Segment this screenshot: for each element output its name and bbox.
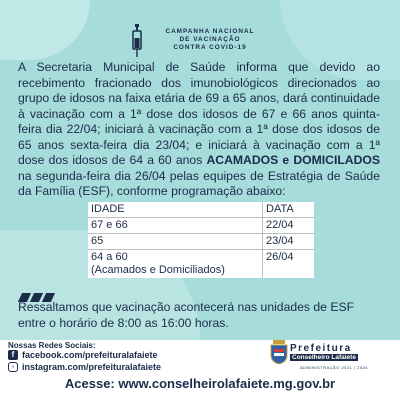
cell-idade-range: 64 a 60	[91, 251, 128, 263]
city-crest-icon	[270, 340, 288, 364]
announcement-highlight: ACAMADOS e DOMICILADOS	[206, 153, 380, 167]
facebook-icon: f	[8, 350, 18, 360]
instagram-link[interactable]	[8, 362, 161, 372]
logo-admin: ADMINISTRAÇÃO 2021 | 2024	[300, 365, 369, 370]
facebook-link[interactable]	[8, 350, 158, 360]
campaign-header	[150, 28, 270, 52]
campaign-header-line: CONTRA COVID-19	[173, 44, 247, 51]
schedule-table	[88, 202, 314, 278]
closing-paragraph: Ressaltamos que vacinação acontecerá nas unidades de ESF entre o horário de 8:00 as 16:00 horas.	[18, 300, 355, 330]
logo-title: Prefeitura	[290, 343, 352, 354]
cell-data: 22/04	[262, 218, 314, 233]
table-row	[88, 234, 314, 250]
logo-subtitle: Conselheiro Lafaiete	[292, 354, 356, 361]
campaign-header-line: DE VACINAÇÃO	[179, 36, 241, 43]
cell-data: 26/04	[262, 250, 314, 278]
website-link[interactable]: Acesse: www.conselheirolafaiete.mg.gov.br	[64, 376, 336, 391]
instagram-url: instagram.com/prefeituralafaiete	[22, 362, 162, 372]
announcement-text-end: na segunda-feira dia 26/04 pelas equipes de Estratégia de Saúde da Família (ESF), conforme programação abaixo:	[18, 168, 380, 198]
column-header-idade: IDADE	[91, 203, 125, 215]
campaign-header-line: CAMPANHA NACIONAL	[165, 28, 255, 35]
cell-idade: 65	[91, 235, 104, 247]
decorative-shape	[0, 0, 90, 60]
instagram-icon: ◦	[8, 362, 18, 372]
vaccine-syringe-icon	[130, 24, 144, 58]
table-row	[88, 250, 314, 278]
cell-data: 23/04	[262, 234, 314, 249]
table-header-row	[88, 202, 314, 218]
facebook-url: facebook.com/prefeituralafaiete	[22, 350, 158, 360]
social-title: Nossas Redes Sociais:	[8, 341, 96, 350]
table-row	[88, 218, 314, 234]
cell-idade: 67 e 66	[91, 219, 128, 231]
announcement-paragraph	[18, 60, 380, 200]
announcement-text: A Secretaria Municipal de Saúde informa que devido ao recebimento fracionado dos imunobiológicos direcionados ao grupo de idosos na faixa etária de 69 a 65 anos, dará continuidade à vacinação com a 1ª dose dos idosos de 67 e 66 anos quinta-feira dia 22/04; iniciará à vacinação com a 1ª dose dos idosos de 65 anos sexta-feira dia 23/04; e iniciará à vacinação com a 1ª dose dos idosos de 64 a 60 anos	[18, 60, 380, 167]
cell-idade	[88, 250, 262, 278]
column-header-data: DATA	[262, 202, 314, 217]
cell-idade-note: (Acamados e Domiciliados)	[91, 264, 225, 276]
